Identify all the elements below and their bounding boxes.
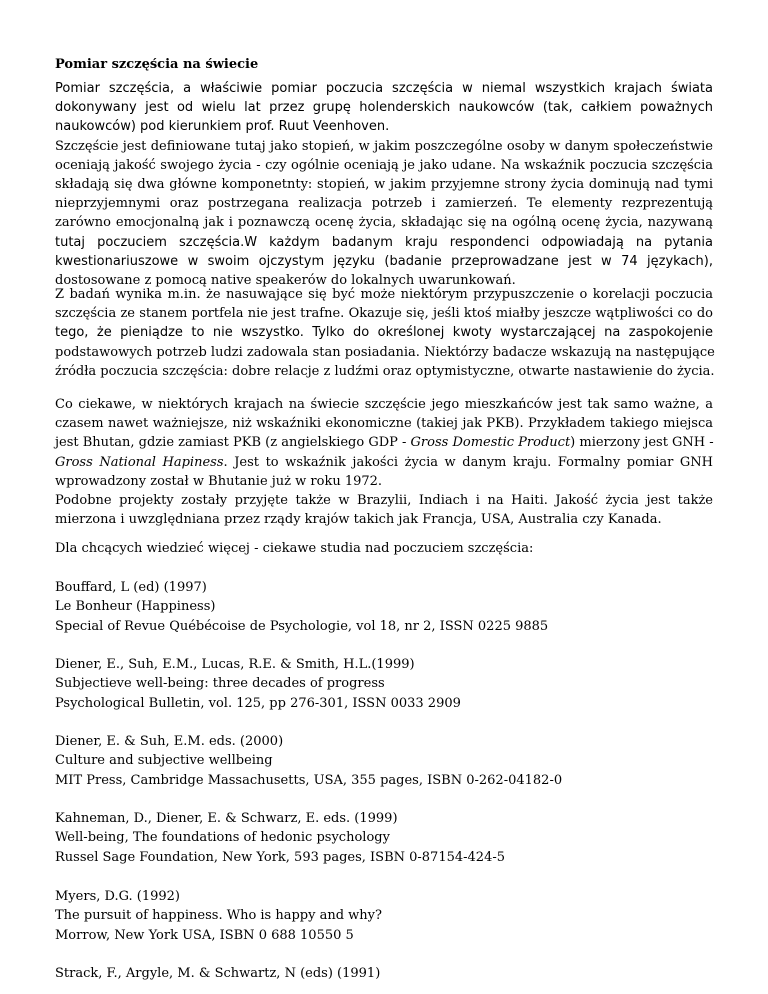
paragraph-line: Co ciekawe, w niektórych krajach na świecie szczęście jego mieszkańców jest tak samo ważne, a (55, 397, 713, 412)
reference-source: Special of Revue Québécoise de Psychologie, vol 18, nr 2, ISSN 0225 9885 (55, 618, 549, 634)
reference-source: Russel Sage Foundation, New York, 593 pages, ISBN 0-87154-424-5 (55, 849, 506, 865)
paragraph-line: tego, że pieniądze to nie wszystko. Tylko do określonej kwoty wystarczającej na zaspokojenie (55, 325, 713, 341)
paragraph-2 (55, 285, 713, 381)
reference-authors: Strack, F., Argyle, M. & Schwartz, N (eds) (1991) (55, 966, 381, 981)
reference-authors: Myers, D.G. (1992) (55, 889, 181, 904)
reference-entry (55, 887, 382, 945)
reference-title: Le Bonheur (Happiness) (55, 599, 216, 615)
paragraph-line: dokonywany jest od wielu lat przez grupę holenderskich naukowców (tak, całkiem poważnych (55, 100, 713, 116)
paragraph-line: podstawowych potrzeb ludzi zadowala stan posiadania. Niektórzy badacze wskazują na następujące (55, 344, 715, 360)
reference-entry (55, 655, 461, 713)
paragraph-line (55, 453, 713, 472)
paragraph-line: nieprzyjemnymi oraz postrzegana realizacja potrzeb i zamierzeń. Te elementy rezprezentują (55, 196, 713, 212)
paragraph-line: zarówno emocjonalną jak i poznawczą ocenę życia, składając się na ogólną ocenę życia, nazywaną (55, 215, 713, 231)
paragraph-line: Szczęście jest definiowane tutaj jako stopień, w jakim poszczególne osoby w danym społeczeństwie (55, 138, 713, 154)
reference-title: The pursuit of happiness. Who is happy and why? (55, 908, 382, 924)
reference-source: Psychological Bulletin, vol. 125, pp 276-301, ISSN 0033 2909 (55, 695, 461, 711)
reference-authors: Kahneman, D., Diener, E. & Schwarz, E. eds. (1999) (55, 811, 398, 826)
reference-authors: Bouffard, L (ed) (1997) (55, 580, 207, 595)
italic-term: Gross Domestic Product (410, 435, 571, 451)
paragraph-line: dostosowane z pomocą native speakerów do lokalnych uwarunkowań. (55, 273, 516, 289)
paragraph-line: Pomiar szczęścia, a właściwie pomiar poczucia szczęścia w niemal wszystkich krajach świata (55, 81, 713, 96)
paragraph-line: wprowadzony został w Bhutanie już w roku 1972. (55, 473, 383, 489)
reference-authors: Diener, E., Suh, E.M., Lucas, R.E. & Smith, H.L.(1999) (55, 657, 415, 672)
reference-entry (55, 964, 380, 983)
italic-term: Gross National Hapiness (55, 454, 224, 470)
reference-entry (55, 732, 562, 790)
paragraph-line: składają się dwa główne komponetnty: stopień, w jakim przyjemne strony życia dominują nad tymi (55, 177, 713, 193)
paragraph-line: Podobne projekty zostały przyjęte także w Brazylii, Indiach i na Haiti. Jakość życia jest także (55, 493, 713, 509)
references-intro: Dla chcących wiedzieć więcej - ciekawe studia nad poczuciem szczęścia: (55, 541, 534, 556)
paragraph-line: kwestionariuszowe w swoim ojczystym języku (badanie przeprowadzane jest w 74 językach), (55, 253, 713, 269)
reference-title: Subjectieve well-being: three decades of progress (55, 676, 385, 692)
reference-source: Morrow, New York USA, ISBN 0 688 10550 5 (55, 927, 354, 943)
text-run: ) mierzony jest GNH - (570, 435, 714, 451)
reference-title: Culture and subjective wellbeing (55, 753, 273, 769)
reference-source: MIT Press, Cambridge Massachusetts, USA, 355 pages, ISBN 0-262-04182-0 (55, 772, 563, 788)
paragraph-line: szczęścia ze stanem portfela nie jest trafne. Okazuje się, jeśli ktoś miałby jeszcze wątpliwości co do (55, 306, 713, 322)
paragraph-line: tutaj poczuciem szczęścia.W każdym badanym kraju respondenci odpowiadają na pytania (55, 234, 713, 250)
reference-entry (55, 578, 548, 636)
paragraph-1 (55, 79, 713, 290)
paragraph-line: czasem nawet ważniejsze, niż wskaźniki ekonomiczne (takiej jak PKB). Przykładem takiego miejsca (55, 416, 713, 432)
reference-title: Well-being, The foundations of hedonic psychology (55, 830, 390, 846)
reference-authors: Diener, E. & Suh, E.M. eds. (2000) (55, 734, 284, 749)
paragraph-line: źródła poczucia szczęścia: dobre relacje z ludźmi oraz optymistyczne, otwarte nastawienie do życia. (55, 363, 715, 379)
reference-entry (55, 809, 505, 867)
paragraph-line: mierzona i uwzględniana przez rządy krajów takich jak Francja, USA, Australia czy Kanada. (55, 512, 662, 528)
page-title: Pomiar szczęścia na świecie (55, 57, 259, 72)
paragraph-line (55, 433, 713, 452)
text-run: . Jest to wskaźnik jakości życia w danym kraju. Formalny pomiar GNH (223, 454, 714, 470)
paragraph-3 (55, 395, 713, 529)
paragraph-line: Z badań wynika m.in. że nasuwające się być może niektórym przypuszczenie o korelacji poczucia (55, 287, 713, 302)
paragraph-line: oceniają jakość swojego życia - czy ogólnie oceniają je jako udane. Na wskaźnik poczucia szczęścia (55, 157, 713, 173)
paragraph-line: naukowców) pod kierunkiem prof. Ruut Veenhoven. (55, 119, 390, 135)
text-run: jest Bhutan, gdzie zamiast PKB (z angielskiego GDP - (55, 435, 411, 451)
